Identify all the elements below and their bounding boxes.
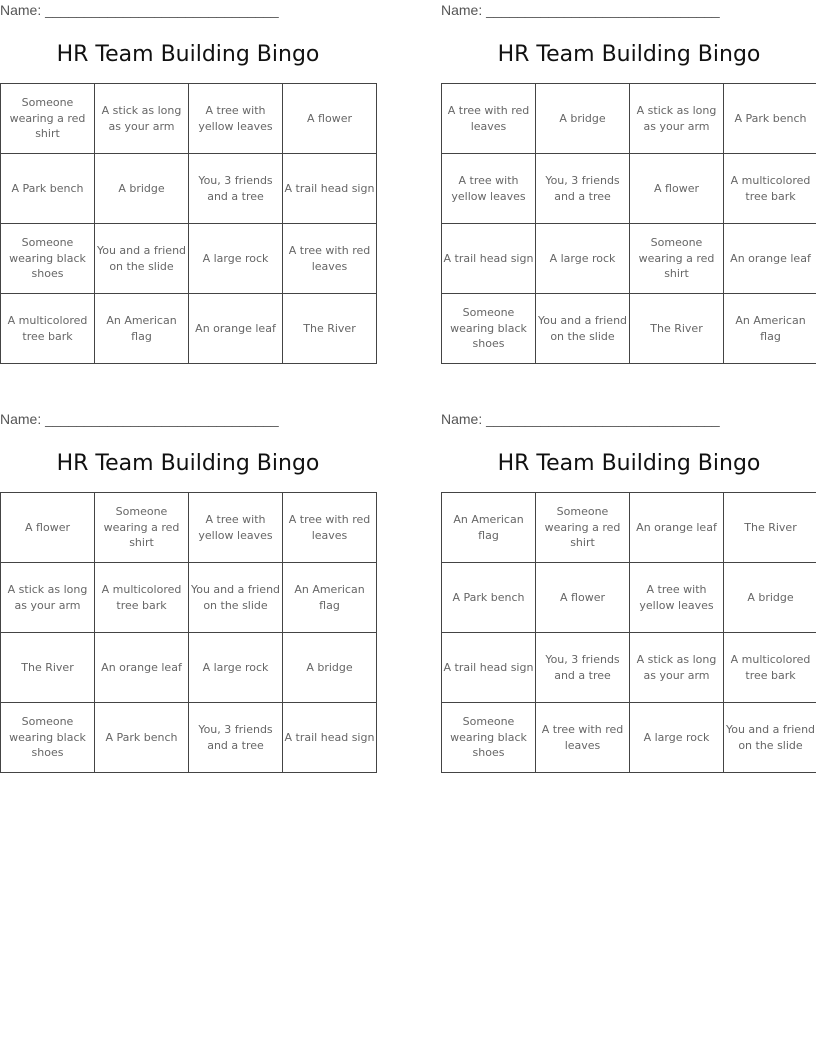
bingo-cell: An American flag xyxy=(442,493,536,563)
bingo-grid xyxy=(0,83,377,364)
card-title: HR Team Building Bingo xyxy=(497,451,761,476)
bingo-cell: You and a friend on the slide xyxy=(724,703,816,773)
bingo-cell: You and a friend on the slide xyxy=(536,294,630,364)
bingo-cell: A tree with red leaves xyxy=(283,224,377,294)
bingo-cell: An orange leaf xyxy=(724,224,816,294)
bingo-cell: A multicolored tree bark xyxy=(1,294,95,364)
grid-row xyxy=(1,294,377,364)
bingo-cell: A stick as long as your arm xyxy=(95,84,189,154)
bingo-cell: A stick as long as your arm xyxy=(630,633,724,703)
bingo-cell: A multicolored tree bark xyxy=(724,154,816,224)
grid-row xyxy=(1,154,377,224)
bingo-cell: Someone wearing a red shirt xyxy=(95,493,189,563)
name-field-label: Name: ______________________________ xyxy=(441,411,720,427)
bingo-cell: Someone wearing black shoes xyxy=(442,294,536,364)
name-field-label: Name: ______________________________ xyxy=(0,2,279,18)
bingo-cell: You, 3 friends and a tree xyxy=(189,154,283,224)
bingo-cell: An orange leaf xyxy=(189,294,283,364)
bingo-cell: A trail head sign xyxy=(283,703,377,773)
bingo-cell: A bridge xyxy=(283,633,377,703)
grid-row xyxy=(442,224,816,294)
grid-row xyxy=(442,84,816,154)
grid-row xyxy=(442,294,816,364)
bingo-cell: A Park bench xyxy=(442,563,536,633)
bingo-cell: A flower xyxy=(1,493,95,563)
bingo-cell: A flower xyxy=(536,563,630,633)
bingo-cell: The River xyxy=(1,633,95,703)
grid-row xyxy=(1,493,377,563)
bingo-cell: Someone wearing a red shirt xyxy=(1,84,95,154)
bingo-cell: A trail head sign xyxy=(283,154,377,224)
bingo-cell: A tree with red leaves xyxy=(442,84,536,154)
card-title: HR Team Building Bingo xyxy=(497,42,761,67)
bingo-cell: A large rock xyxy=(630,703,724,773)
grid-row xyxy=(442,154,816,224)
bingo-cell: A Park bench xyxy=(1,154,95,224)
bingo-cell: A large rock xyxy=(189,633,283,703)
bingo-cell: Someone wearing black shoes xyxy=(1,703,95,773)
name-field-label: Name: ______________________________ xyxy=(0,411,279,427)
bingo-cell: A stick as long as your arm xyxy=(1,563,95,633)
bingo-cell: A trail head sign xyxy=(442,633,536,703)
grid-row xyxy=(1,563,377,633)
bingo-cell: You and a friend on the slide xyxy=(189,563,283,633)
bingo-cell: An orange leaf xyxy=(95,633,189,703)
bingo-cell: An American flag xyxy=(283,563,377,633)
bingo-cell: Someone wearing a red shirt xyxy=(630,224,724,294)
bingo-cell: A multicolored tree bark xyxy=(95,563,189,633)
bingo-cell: A tree with red leaves xyxy=(536,703,630,773)
bingo-cell: You, 3 friends and a tree xyxy=(536,154,630,224)
bingo-cell: A Park bench xyxy=(724,84,816,154)
bingo-cell: An American flag xyxy=(724,294,816,364)
name-field-label: Name: ______________________________ xyxy=(441,2,720,18)
bingo-cell: A tree with yellow leaves xyxy=(189,84,283,154)
grid-row xyxy=(1,84,377,154)
bingo-cell: You, 3 friends and a tree xyxy=(189,703,283,773)
bingo-cell: The River xyxy=(630,294,724,364)
bingo-cell: A Park bench xyxy=(95,703,189,773)
bingo-cell: A bridge xyxy=(95,154,189,224)
grid-row xyxy=(442,563,816,633)
bingo-cell: You and a friend on the slide xyxy=(95,224,189,294)
bingo-cell: A flower xyxy=(630,154,724,224)
grid-row xyxy=(1,703,377,773)
bingo-cell: Someone wearing a red shirt xyxy=(536,493,630,563)
bingo-cell: A flower xyxy=(283,84,377,154)
grid-row xyxy=(1,633,377,703)
bingo-cell: The River xyxy=(283,294,377,364)
bingo-cell: Someone wearing black shoes xyxy=(1,224,95,294)
bingo-grid xyxy=(441,492,816,773)
bingo-cell: A trail head sign xyxy=(442,224,536,294)
bingo-grid xyxy=(0,492,377,773)
card-title: HR Team Building Bingo xyxy=(56,42,320,67)
bingo-cell: Someone wearing black shoes xyxy=(442,703,536,773)
bingo-cell: A bridge xyxy=(724,563,816,633)
bingo-cell: A tree with yellow leaves xyxy=(442,154,536,224)
bingo-cell: A tree with red leaves xyxy=(283,493,377,563)
bingo-cell: An American flag xyxy=(95,294,189,364)
bingo-cell: A tree with yellow leaves xyxy=(630,563,724,633)
grid-row xyxy=(1,224,377,294)
bingo-cell: You, 3 friends and a tree xyxy=(536,633,630,703)
bingo-cell: A large rock xyxy=(536,224,630,294)
bingo-cell: The River xyxy=(724,493,816,563)
bingo-grid xyxy=(441,83,816,364)
bingo-cell: A multicolored tree bark xyxy=(724,633,816,703)
bingo-cell: A tree with yellow leaves xyxy=(189,493,283,563)
card-title: HR Team Building Bingo xyxy=(56,451,320,476)
bingo-cell: A stick as long as your arm xyxy=(630,84,724,154)
bingo-cell: A bridge xyxy=(536,84,630,154)
bingo-cell: A large rock xyxy=(189,224,283,294)
grid-row xyxy=(442,493,816,563)
grid-row xyxy=(442,633,816,703)
grid-row xyxy=(442,703,816,773)
bingo-cell: An orange leaf xyxy=(630,493,724,563)
